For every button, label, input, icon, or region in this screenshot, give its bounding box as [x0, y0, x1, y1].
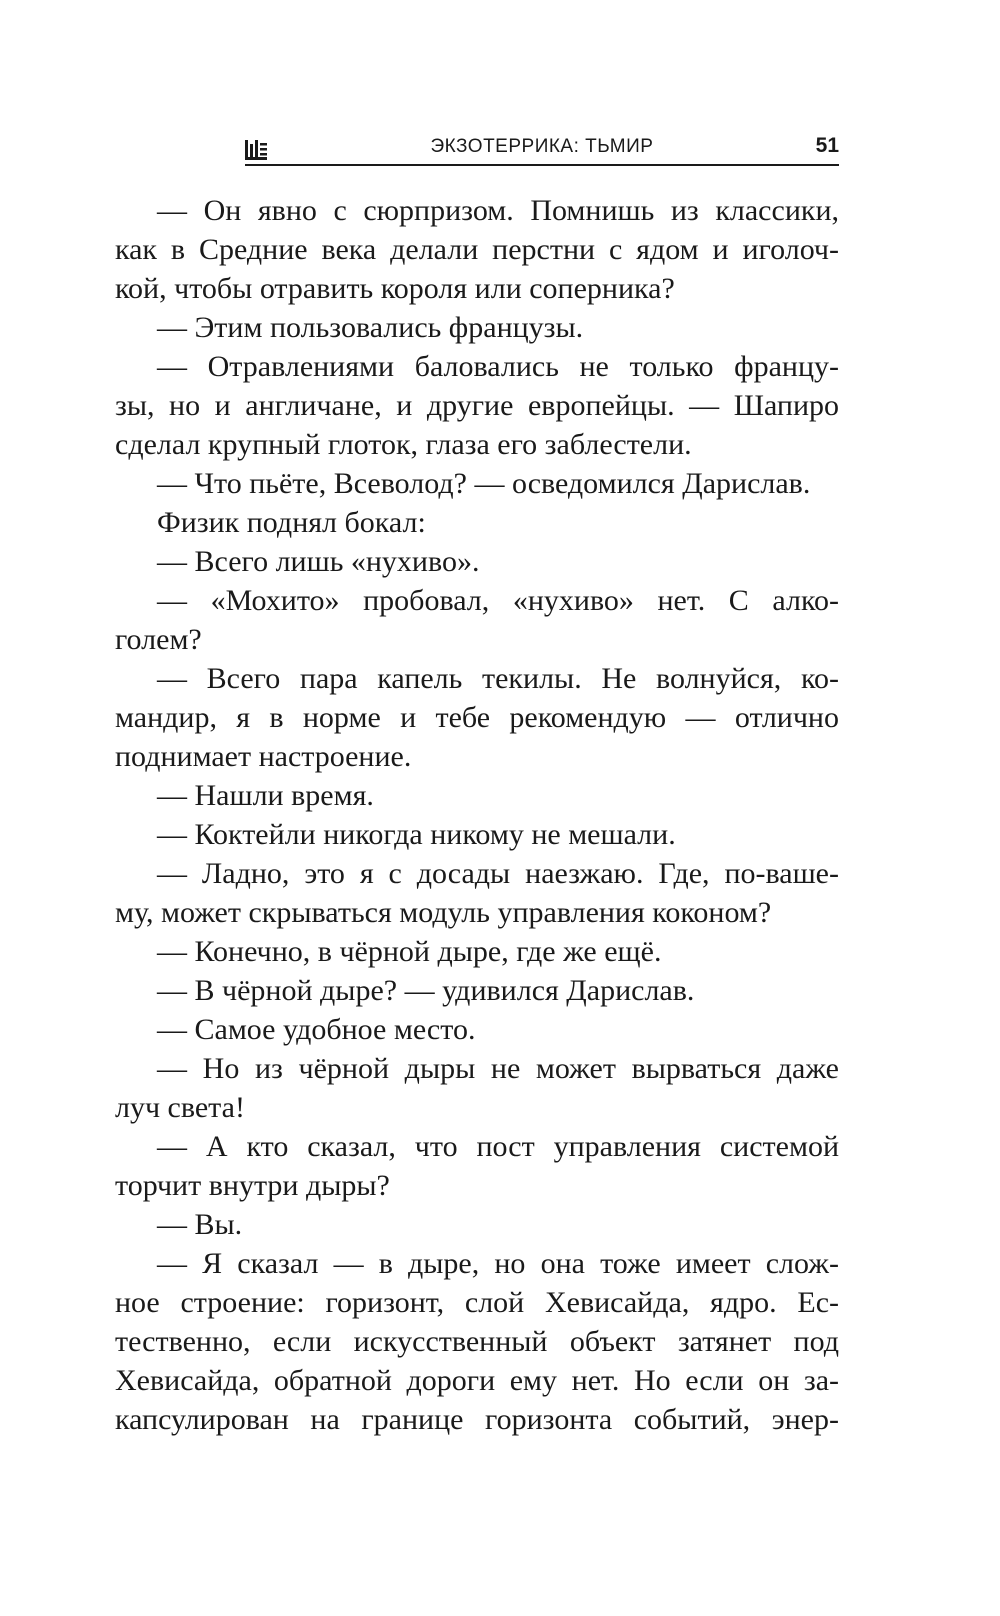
- text-line: капсулирован на границе горизонта событий, энер-: [115, 1403, 839, 1436]
- text-line: торчит внутри дыры?: [115, 1169, 390, 1202]
- text-line: — Всего пара капель текилы. Не волнуйся, ко-: [157, 662, 839, 695]
- text-line: как в Средние века делали перстни с ядом и иголоч-: [115, 233, 839, 266]
- text-line: зы, но и англичане, и другие европейцы. — Шапиро: [115, 389, 839, 422]
- text-line: — Самое удобное место.: [157, 1013, 476, 1046]
- text-line: — Конечно, в чёрной дыре, где же ещё.: [157, 935, 662, 968]
- text-line: Физик поднял бокал:: [157, 506, 426, 539]
- text-line: — Отравлениями баловались не только францу-: [157, 350, 839, 383]
- text-line: — «Мохито» пробовал, «нухиво» нет. С алко-: [157, 584, 839, 617]
- text-line: — Всего лишь «нухиво».: [157, 545, 480, 578]
- text-line: — Нашли время.: [157, 779, 374, 812]
- text-line: му, может скрываться модуль управления коконом?: [115, 896, 772, 929]
- text-line: — Этим пользовались французы.: [157, 311, 584, 344]
- text-line: поднимает настроение.: [115, 740, 412, 773]
- text-line: сделал крупный глоток, глаза его заблестели.: [115, 428, 692, 461]
- body-text: [115, 191, 839, 1439]
- text-line: — Но из чёрной дыры не может вырваться даже: [157, 1052, 839, 1085]
- text-line: — Вы.: [157, 1208, 243, 1241]
- running-header: [245, 128, 839, 166]
- text-line: — Я сказал — в дыре, но она тоже имеет слож-: [157, 1247, 839, 1280]
- text-line: мандир, я в норме и тебе рекомендую — отлично: [115, 701, 839, 734]
- book-title: ЭКЗОТЕРРИКА: ТЬМИР: [430, 136, 654, 157]
- text-line: Хевисайда, обратной дороги ему нет. Но если он за-: [115, 1364, 839, 1397]
- text-line: ное строение: горизонт, слой Хевисайда, ядро. Ес-: [115, 1286, 839, 1319]
- text-line: — А кто сказал, что пост управления системой: [157, 1130, 839, 1163]
- text-line: кой, чтобы отравить короля или соперника?: [115, 272, 675, 305]
- text-line: — Ладно, это я с досады наезжаю. Где, по-ваше-: [157, 857, 839, 890]
- text-line: луч света!: [115, 1091, 245, 1124]
- text-line: тественно, если искусственный объект затянет под: [115, 1325, 839, 1358]
- page-number: 51: [815, 134, 839, 157]
- text-line: — В чёрной дыре? — удивился Дарислав.: [157, 974, 695, 1007]
- text-line: — Он явно с сюрпризом. Помнишь из классики,: [157, 194, 839, 227]
- text-line: голем?: [115, 623, 202, 656]
- text-line: — Коктейли никогда никому не мешали.: [157, 818, 676, 851]
- text-line: — Что пьёте, Всеволод? — осведомился Дарислав.: [157, 467, 811, 500]
